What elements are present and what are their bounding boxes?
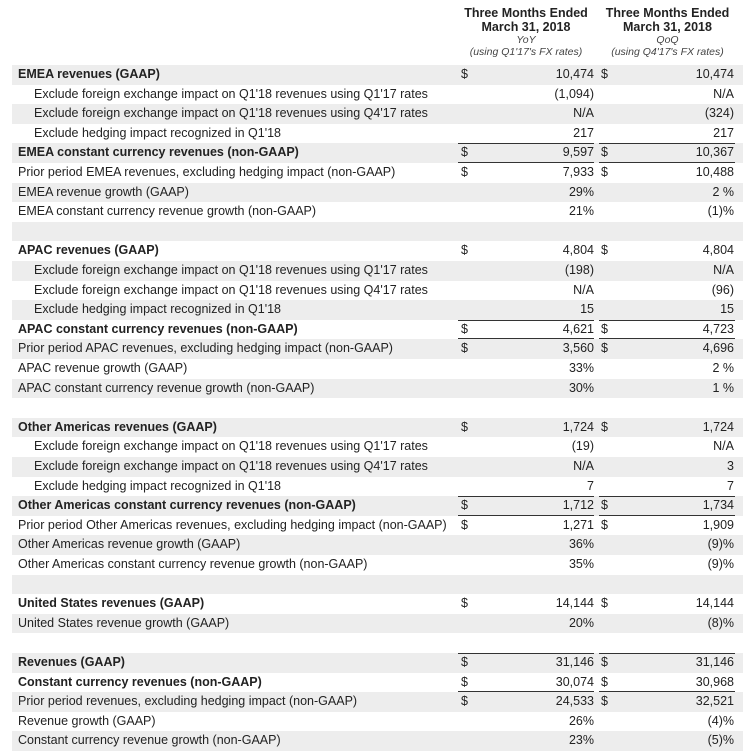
row-label: Prior period revenues, excluding hedging impact (non-GAAP) — [18, 694, 358, 709]
table-row — [12, 653, 743, 673]
currency-symbol-yoy: $ — [461, 498, 468, 513]
value-yoy: 4,804 — [562, 243, 594, 258]
table-row — [12, 320, 743, 340]
currency-symbol-yoy: $ — [461, 321, 468, 336]
yoy-title-line2: March 31, 2018 — [481, 20, 571, 34]
yoy-subtitle-line1: YoY — [516, 34, 536, 46]
value-yoy: 36% — [568, 537, 594, 552]
value-yoy: 30,074 — [555, 674, 594, 689]
rule-line — [599, 515, 735, 516]
value-qoq: 14,144 — [695, 596, 734, 611]
currency-symbol-qoq: $ — [601, 498, 608, 513]
value-yoy: 7 — [587, 478, 594, 493]
yoy-title-line1: Three Months Ended — [464, 6, 588, 20]
rule-line — [458, 691, 594, 692]
table-row — [12, 731, 743, 751]
currency-symbol-yoy: $ — [461, 67, 468, 81]
rule-line — [458, 338, 594, 339]
value-qoq: 1,724 — [702, 419, 734, 434]
table-row — [12, 104, 743, 124]
value-qoq: (5)% — [707, 733, 734, 748]
currency-symbol-qoq: $ — [601, 243, 608, 258]
rule-line — [599, 143, 735, 144]
currency-symbol-qoq: $ — [601, 419, 608, 434]
currency-symbol-yoy: $ — [461, 419, 468, 434]
row-label: Exclude foreign exchange impact on Q1'18 revenues using Q4'17 rates — [34, 459, 428, 473]
table-row — [12, 712, 743, 732]
spacer-row — [12, 398, 743, 418]
rule-line — [458, 320, 594, 321]
value-yoy: (198) — [564, 263, 594, 277]
currency-symbol-yoy: $ — [461, 674, 468, 689]
row-label: Constant currency revenue growth (non-GAAP) — [18, 733, 281, 748]
value-qoq: 1 % — [712, 380, 734, 395]
currency-symbol-qoq: $ — [601, 145, 608, 160]
value-qoq: 10,488 — [695, 165, 734, 179]
value-qoq: 3 — [727, 459, 734, 473]
value-qoq: 31,146 — [695, 655, 734, 669]
value-qoq: 217 — [713, 125, 734, 140]
table-row — [12, 692, 743, 712]
row-label: Exclude hedging impact recognized in Q1'18 — [34, 302, 281, 317]
row-label: Other Americas constant currency revenues (non-GAAP) — [18, 498, 356, 513]
value-qoq: N/A — [713, 439, 734, 454]
value-qoq: 7 — [727, 478, 734, 493]
rule-line — [458, 515, 594, 516]
currency-symbol-qoq: $ — [601, 596, 608, 611]
qoq-title-line1: Three Months Ended — [605, 6, 730, 20]
value-yoy: 21% — [568, 204, 594, 219]
value-yoy: 3,560 — [562, 341, 594, 356]
table-row — [12, 594, 743, 614]
value-qoq: (4)% — [707, 713, 734, 728]
currency-symbol-qoq: $ — [601, 321, 608, 336]
value-yoy: N/A — [573, 106, 594, 121]
row-label: EMEA constant currency revenue growth (non-GAAP) — [18, 204, 317, 219]
table-row — [12, 614, 743, 634]
currency-symbol-yoy: $ — [461, 145, 468, 160]
currency-symbol-yoy: $ — [461, 655, 468, 669]
table-row — [12, 418, 743, 438]
row-label: APAC constant currency revenue growth (non-GAAP) — [18, 380, 315, 395]
value-yoy: (19) — [571, 439, 594, 454]
column-header-qoq — [600, 6, 735, 58]
value-qoq: 4,804 — [702, 243, 734, 258]
value-yoy: N/A — [573, 459, 594, 473]
value-yoy: 31,146 — [555, 655, 594, 669]
rule-line — [458, 162, 594, 163]
value-yoy: N/A — [573, 282, 594, 297]
value-qoq: 32,521 — [695, 694, 734, 709]
table-row — [12, 437, 743, 457]
row-label: APAC revenues (GAAP) — [18, 243, 159, 258]
table-row — [12, 281, 743, 301]
value-qoq: 2 % — [712, 361, 734, 375]
currency-symbol-qoq: $ — [601, 517, 608, 532]
value-yoy: 14,144 — [555, 596, 594, 611]
row-label: United States revenues (GAAP) — [18, 596, 205, 611]
value-qoq: 15 — [720, 302, 734, 317]
value-yoy: 4,621 — [562, 321, 594, 336]
value-qoq: (9)% — [707, 537, 734, 552]
rule-line — [599, 496, 735, 497]
value-yoy: 20% — [568, 615, 594, 630]
value-yoy: (1,094) — [554, 86, 594, 101]
table-row — [12, 516, 743, 536]
value-qoq: 2 % — [712, 184, 734, 199]
table-row — [12, 496, 743, 516]
value-yoy: 1,271 — [562, 517, 594, 532]
value-qoq: 1,909 — [702, 517, 734, 532]
row-label: Revenue growth (GAAP) — [18, 713, 156, 728]
value-yoy: 10,474 — [555, 67, 594, 81]
rule-line — [599, 320, 735, 321]
table-row — [12, 535, 743, 555]
currency-symbol-yoy: $ — [461, 694, 468, 709]
table-row — [12, 339, 743, 359]
value-qoq: N/A — [713, 263, 734, 277]
row-label: Other Americas revenue growth (GAAP) — [18, 537, 241, 552]
table-row — [12, 163, 743, 183]
row-label: Other Americas revenues (GAAP) — [18, 419, 217, 434]
row-label: Exclude foreign exchange impact on Q1'18 revenues using Q1'17 rates — [34, 263, 428, 277]
qoq-title-line2: March 31, 2018 — [623, 20, 712, 34]
row-label: Exclude foreign exchange impact on Q1'18 revenues using Q4'17 rates — [34, 106, 428, 121]
value-yoy: 23% — [568, 733, 594, 748]
table-row — [12, 202, 743, 222]
row-label: Exclude hedging impact recognized in Q1'18 — [34, 125, 281, 140]
value-yoy: 7,933 — [562, 165, 594, 179]
table-row — [12, 85, 743, 105]
rule-line — [458, 653, 594, 654]
row-label: Revenues (GAAP) — [18, 655, 125, 669]
value-yoy: 217 — [573, 125, 594, 140]
value-qoq: 10,367 — [695, 145, 734, 160]
rule-line — [599, 338, 735, 339]
rule-line — [458, 143, 594, 144]
yoy-subtitle-line2: (using Q1'17's FX rates) — [469, 46, 583, 58]
rule-line — [599, 162, 735, 163]
row-label: Exclude foreign exchange impact on Q1'18 revenues using Q1'17 rates — [34, 86, 428, 101]
column-header-yoy — [460, 6, 592, 58]
value-qoq: (324) — [704, 106, 734, 121]
value-yoy: 24,533 — [555, 694, 594, 709]
value-yoy: 9,597 — [562, 145, 594, 160]
row-label: EMEA revenues (GAAP) — [18, 67, 160, 81]
value-yoy: 15 — [580, 302, 594, 317]
qoq-subtitle-line2: (using Q4'17's FX rates) — [611, 46, 724, 58]
table-row — [12, 477, 743, 497]
currency-symbol-qoq: $ — [601, 694, 608, 709]
table-row — [12, 379, 743, 399]
spacer-row — [12, 633, 743, 653]
value-yoy: 30% — [568, 380, 594, 395]
row-label: Prior period EMEA revenues, excluding hedging impact (non-GAAP) — [18, 165, 396, 179]
row-label: United States revenue growth (GAAP) — [18, 615, 230, 630]
value-qoq: (96) — [711, 282, 734, 297]
value-qoq: 4,723 — [702, 321, 734, 336]
value-yoy: 29% — [568, 184, 594, 199]
currency-symbol-yoy: $ — [461, 341, 468, 356]
spacer-row — [12, 575, 743, 595]
value-qoq: (9)% — [707, 557, 734, 571]
row-label: Exclude foreign exchange impact on Q1'18 revenues using Q4'17 rates — [34, 282, 428, 297]
rule-line — [599, 653, 735, 654]
currency-symbol-qoq: $ — [601, 674, 608, 689]
currency-symbol-yoy: $ — [461, 596, 468, 611]
row-label: Constant currency revenues (non-GAAP) — [18, 674, 262, 689]
currency-symbol-yoy: $ — [461, 165, 468, 179]
value-yoy: 35% — [568, 557, 594, 571]
value-qoq: (8)% — [707, 615, 734, 630]
table-row — [12, 124, 743, 144]
currency-symbol-qoq: $ — [601, 165, 608, 179]
row-label: APAC revenue growth (GAAP) — [18, 361, 188, 375]
table-row — [12, 65, 743, 85]
table-row — [12, 183, 743, 203]
row-label: Exclude foreign exchange impact on Q1'18 revenues using Q1'17 rates — [34, 439, 428, 454]
rule-line — [458, 496, 594, 497]
value-qoq: 1,734 — [702, 498, 734, 513]
value-qoq: 30,968 — [695, 674, 734, 689]
table-row — [12, 555, 743, 575]
table-row — [12, 261, 743, 281]
currency-symbol-qoq: $ — [601, 341, 608, 356]
value-yoy: 1,724 — [562, 419, 594, 434]
spacer-row — [12, 222, 743, 242]
rule-line — [599, 691, 735, 692]
row-label: APAC constant currency revenues (non-GAAP) — [18, 321, 298, 336]
currency-symbol-yoy: $ — [461, 243, 468, 258]
qoq-subtitle-line1: QoQ — [656, 34, 679, 46]
row-label: EMEA constant currency revenues (non-GAAP) — [18, 145, 299, 160]
currency-symbol-qoq: $ — [601, 655, 608, 669]
value-yoy: 33% — [568, 361, 594, 375]
value-yoy: 26% — [568, 713, 594, 728]
value-qoq: 4,696 — [702, 341, 734, 356]
row-label: Prior period Other Americas revenues, excluding hedging impact (non-GAAP) — [18, 517, 447, 532]
value-qoq: (1)% — [707, 204, 734, 219]
table-row — [12, 673, 743, 693]
row-label: Exclude hedging impact recognized in Q1'18 — [34, 478, 281, 493]
currency-symbol-qoq: $ — [601, 67, 608, 81]
currency-symbol-yoy: $ — [461, 517, 468, 532]
row-label: Prior period APAC revenues, excluding hedging impact (non-GAAP) — [18, 341, 393, 356]
table-row — [12, 457, 743, 477]
value-qoq: 10,474 — [695, 67, 734, 81]
table-row — [12, 143, 743, 163]
value-qoq: N/A — [713, 86, 734, 101]
row-label: EMEA revenue growth (GAAP) — [18, 184, 189, 199]
value-yoy: 1,712 — [562, 498, 594, 513]
table-row — [12, 359, 743, 379]
table-row — [12, 241, 743, 261]
row-label: Other Americas constant currency revenue growth (non-GAAP) — [18, 557, 368, 571]
table-row — [12, 300, 743, 320]
